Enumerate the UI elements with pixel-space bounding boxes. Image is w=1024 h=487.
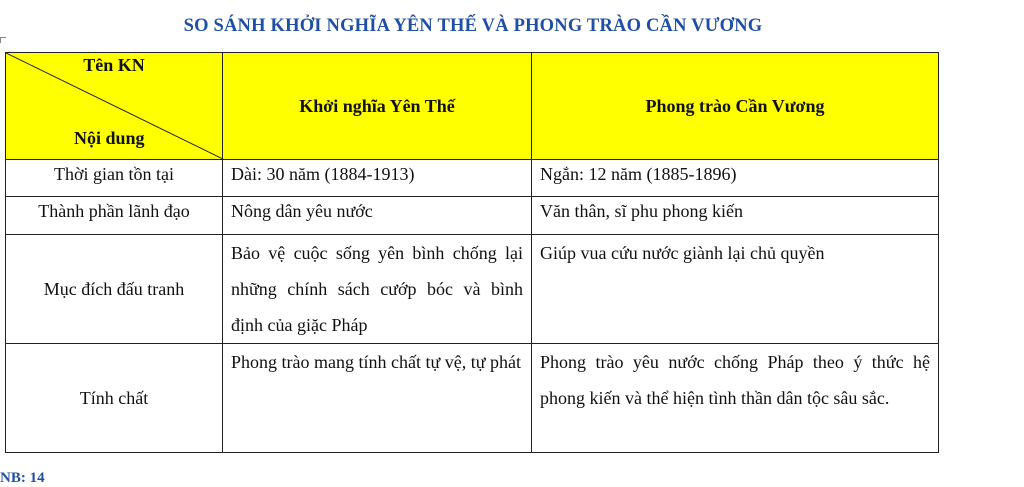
corner-label-bottom: Nội dung: [74, 128, 145, 148]
criterion-cell: Tính chất: [6, 344, 223, 453]
can-vuong-cell: Phong trào yêu nước chống Pháp theo ý thức hệ phong kiến và thể hiện tình thần dân tộc sâu sắc.: [532, 344, 939, 453]
can-vuong-cell: Văn thân, sĩ phu phong kiến: [532, 197, 939, 235]
header-yen-the: Khởi nghĩa Yên Thế: [223, 53, 532, 160]
table-row: [6, 197, 939, 235]
table-row: [6, 344, 939, 453]
document-title: SO SÁNH KHỞI NGHĨA YÊN THẾ VÀ PHONG TRÀO CẦN VƯƠNG: [183, 16, 763, 36]
can-vuong-cell: Ngắn: 12 năm (1885-1896): [532, 160, 939, 197]
yen-the-cell: Nông dân yêu nước: [223, 197, 532, 235]
comparison-table: [5, 52, 939, 453]
table-row: [6, 235, 939, 344]
criterion-cell: Thời gian tồn tại: [6, 160, 223, 197]
yen-the-cell: Phong trào mang tính chất tự vệ, tự phát: [223, 344, 532, 453]
table-header-row: [6, 53, 939, 160]
table-move-handle: [0, 37, 6, 43]
yen-the-cell: Bảo vệ cuộc sống yên bình chống lại những chính sách cướp bóc và bình định của giặc Pháp: [223, 235, 532, 344]
corner-label-top: Tên KN: [83, 55, 145, 75]
diagonal-header-cell: [6, 53, 223, 160]
criterion-cell: Thành phần lãnh đạo: [6, 197, 223, 235]
header-can-vuong: Phong trào Cần Vương: [532, 53, 939, 160]
table-row: [6, 160, 939, 197]
yen-the-cell: Dài: 30 năm (1884-1913): [223, 160, 532, 197]
criterion-cell: Mục đích đấu tranh: [6, 235, 223, 344]
footer-text-fragment: NB: 14: [0, 470, 45, 486]
can-vuong-cell: Giúp vua cứu nước giành lại chủ quyền: [532, 235, 939, 344]
